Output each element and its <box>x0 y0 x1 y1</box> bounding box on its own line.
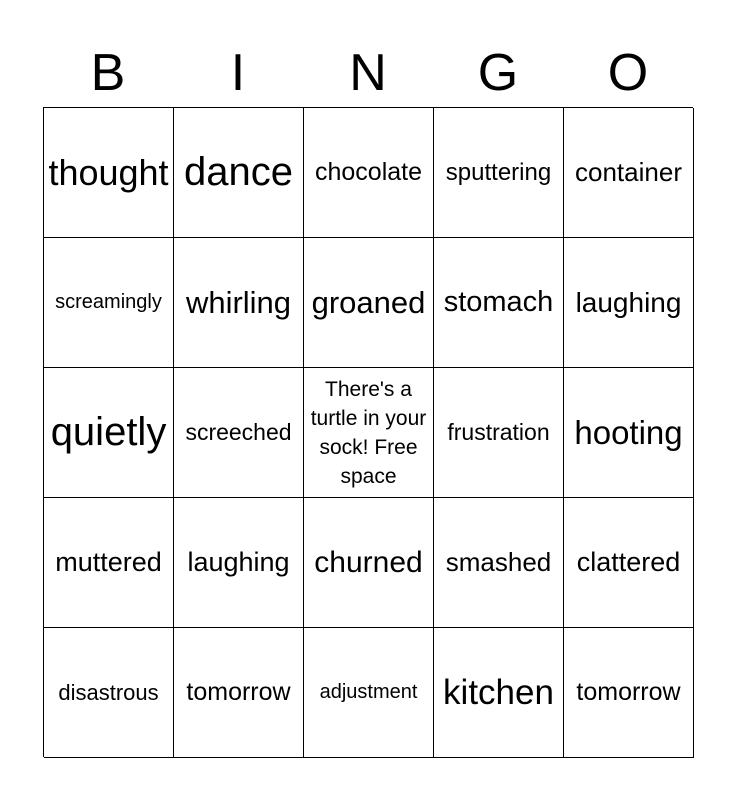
bingo-cell[interactable]: laughing <box>564 238 694 368</box>
bingo-cell[interactable]: thought <box>44 108 174 238</box>
bingo-cell[interactable]: laughing <box>174 498 304 628</box>
header-letter-o: O <box>607 44 649 102</box>
bingo-cell[interactable]: screeched <box>174 368 304 498</box>
header-letter-g: G <box>477 44 519 102</box>
bingo-cell[interactable]: screamingly <box>44 238 174 368</box>
bingo-cell[interactable]: stomach <box>434 238 564 368</box>
header-letter-n: N <box>349 44 387 102</box>
bingo-cell[interactable]: frustration <box>434 368 564 498</box>
bingo-cell[interactable]: smashed <box>434 498 564 628</box>
bingo-cell[interactable]: hooting <box>564 368 694 498</box>
free-space-cell[interactable]: There's a turtle in your sock! Free space <box>304 368 434 498</box>
bingo-cell[interactable]: sputtering <box>434 108 564 238</box>
bingo-cell[interactable]: groaned <box>304 238 434 368</box>
bingo-cell[interactable]: tomorrow <box>564 628 694 758</box>
bingo-cell[interactable]: quietly <box>44 368 174 498</box>
bingo-grid <box>43 107 693 757</box>
header-letter-b: B <box>90 44 126 102</box>
bingo-cell[interactable]: kitchen <box>434 628 564 758</box>
bingo-cell[interactable]: clattered <box>564 498 694 628</box>
bingo-cell[interactable]: muttered <box>44 498 174 628</box>
bingo-cell[interactable]: chocolate <box>304 108 434 238</box>
header-letter-i: I <box>230 44 246 102</box>
bingo-cell[interactable]: churned <box>304 498 434 628</box>
bingo-cell[interactable]: dance <box>174 108 304 238</box>
bingo-cell[interactable]: adjustment <box>304 628 434 758</box>
bingo-header <box>43 40 693 106</box>
bingo-cell[interactable]: tomorrow <box>174 628 304 758</box>
bingo-cell[interactable]: container <box>564 108 694 238</box>
bingo-cell[interactable]: whirling <box>174 238 304 368</box>
bingo-cell[interactable]: disastrous <box>44 628 174 758</box>
